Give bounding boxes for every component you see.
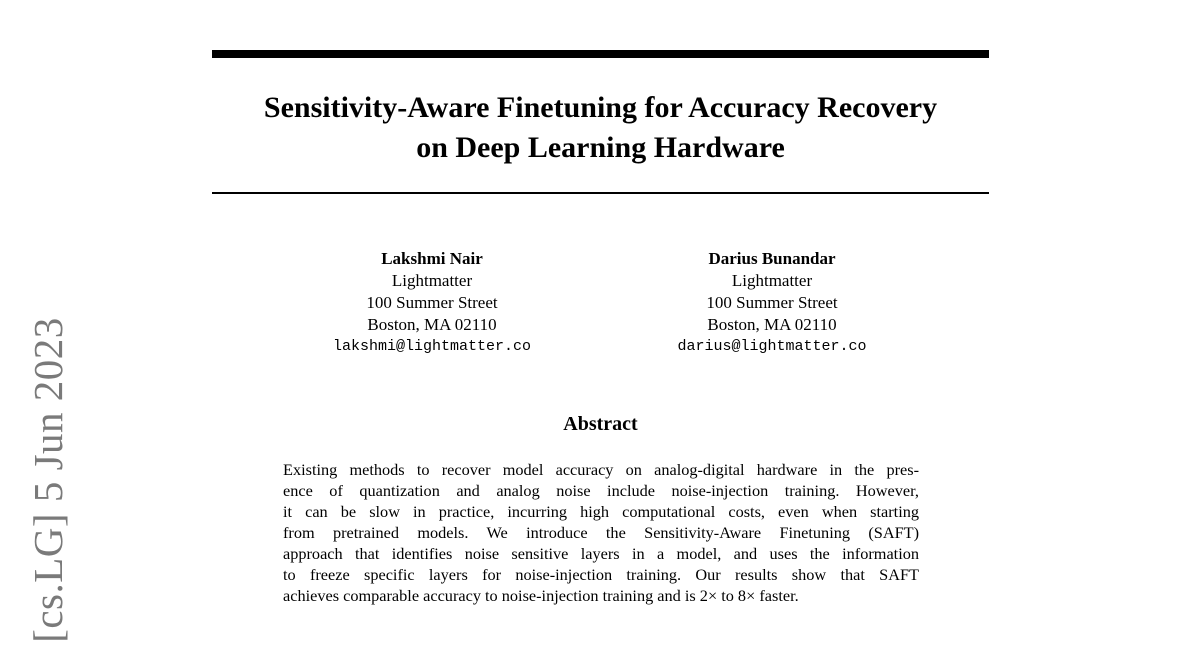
abstract-line: achieves comparable accuracy to noise-injection training and is 2× to 8× faster. <box>283 586 799 605</box>
title-line-1: Sensitivity-Aware Finetuning for Accuracy Recovery <box>263 91 938 124</box>
paper-title <box>212 88 989 168</box>
abstract-line: from pretrained models. We introduce the Sensitivity-Aware Finetuning (SAFT) <box>283 523 919 542</box>
arxiv-stamp-text: [cs.LG] 5 Jun 2023 <box>25 317 71 643</box>
abstract-line: it can be slow in practice, incurring high computational costs, even when starting <box>283 502 919 521</box>
author-block-1 <box>262 248 602 358</box>
top-rule <box>212 50 989 58</box>
author-name: Lakshmi Nair <box>381 249 483 268</box>
author-city: Boston, MA 02110 <box>707 315 837 334</box>
abstract-line: approach that identifies noise sensitive layers in a model, and uses the information <box>283 544 919 563</box>
author-street: 100 Summer Street <box>366 293 498 312</box>
author-name: Darius Bunandar <box>708 249 836 268</box>
author-email: lakshmi@lightmatter.co <box>332 338 532 355</box>
author-email: darius@lightmatter.co <box>677 338 867 355</box>
author-street: 100 Summer Street <box>706 293 838 312</box>
abstract-line: Existing methods to recover model accuracy on analog-digital hardware in the pres- <box>283 460 919 479</box>
author-affiliation: Lightmatter <box>391 271 473 290</box>
title-line-2: on Deep Learning Hardware <box>416 131 785 164</box>
bottom-rule <box>212 192 989 194</box>
abstract-body <box>283 459 919 606</box>
author-affiliation: Lightmatter <box>731 271 813 290</box>
abstract-heading: Abstract <box>563 413 638 435</box>
author-city: Boston, MA 02110 <box>367 315 497 334</box>
abstract-line: ence of quantization and analog noise include noise-injection training. However, <box>283 481 919 500</box>
arxiv-side-stamp <box>18 317 78 643</box>
author-block-2 <box>602 248 942 358</box>
abstract-line: to freeze specific layers for noise-injection training. Our results show that SAFT <box>283 565 919 584</box>
